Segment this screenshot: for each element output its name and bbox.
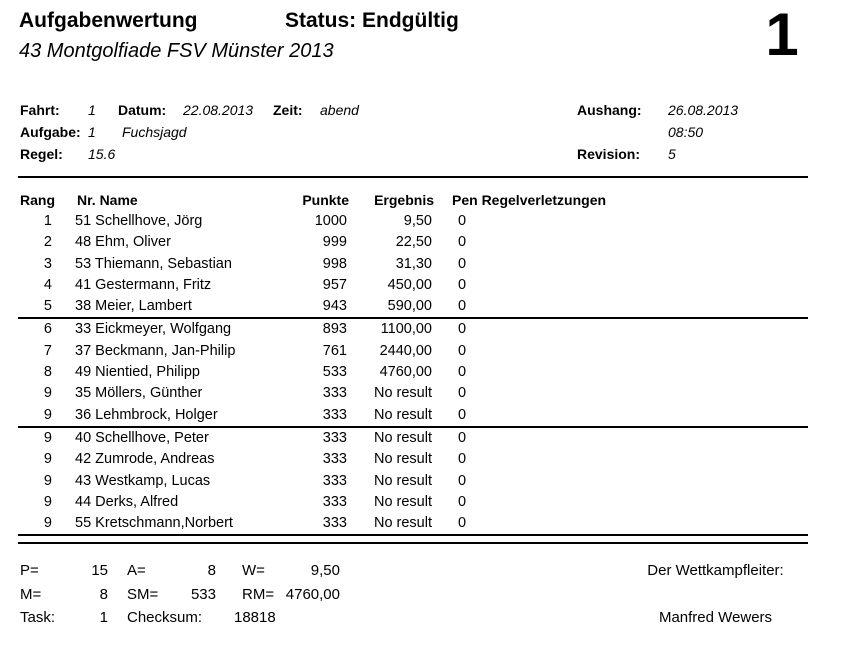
header-name: Nr. Name xyxy=(77,192,138,208)
table-group xyxy=(18,319,808,427)
aushang-label: Aushang: xyxy=(577,102,642,118)
zeit-label: Zeit: xyxy=(273,102,303,118)
cell-punkte: 333 xyxy=(322,515,347,532)
table-row xyxy=(18,405,808,426)
cell-name: 48 Ehm, Oliver xyxy=(75,234,171,251)
m-value: 8 xyxy=(99,586,108,603)
table-row xyxy=(18,319,808,340)
table-header-row xyxy=(18,190,808,211)
cell-ergebnis: 450,00 xyxy=(387,276,432,293)
header-ergebnis: Ergebnis xyxy=(374,192,434,208)
cell-ergebnis: No result xyxy=(373,515,432,532)
cell-name: 38 Meier, Lambert xyxy=(75,298,192,315)
fahrt-label: Fahrt: xyxy=(20,102,60,118)
a-label: A= xyxy=(127,562,146,579)
cell-punkte: 998 xyxy=(322,255,347,272)
table-row xyxy=(18,383,808,404)
cell-pen: 0 xyxy=(458,255,467,272)
cell-punkte: 1000 xyxy=(314,213,347,229)
meta-row-fahrt xyxy=(0,99,866,121)
cell-pen: 0 xyxy=(458,406,467,423)
table-row xyxy=(18,254,808,275)
revision-label: Revision: xyxy=(577,146,641,162)
competition-subtitle: 43 Montgolfiade FSV Münster 2013 xyxy=(19,40,334,62)
divider-bottom xyxy=(18,542,808,544)
cell-punkte: 999 xyxy=(322,234,347,251)
signature-role: Der Wettkampfleiter: xyxy=(647,562,784,579)
table-row xyxy=(18,428,808,449)
p-label: P= xyxy=(20,562,39,579)
cell-name: 40 Schellhove, Peter xyxy=(75,429,209,446)
a-value: 8 xyxy=(207,562,216,579)
cell-pen: 0 xyxy=(458,213,467,229)
cell-punkte: 333 xyxy=(322,429,347,446)
table-row xyxy=(18,449,808,470)
cell-rang: 1 xyxy=(43,213,52,229)
cell-name: 37 Beckmann, Jan-Philip xyxy=(75,342,236,359)
cell-rang: 9 xyxy=(43,385,52,402)
cell-punkte: 957 xyxy=(322,276,347,293)
cell-name: 44 Derks, Alfred xyxy=(75,493,179,510)
cell-name: 36 Lehmbrock, Holger xyxy=(75,406,218,423)
aushang-time: 08:50 xyxy=(668,124,704,140)
w-label: W= xyxy=(242,562,265,579)
cell-pen: 0 xyxy=(458,364,467,381)
cell-ergebnis: No result xyxy=(373,406,432,423)
cell-pen: 0 xyxy=(458,276,467,293)
table-row xyxy=(18,341,808,362)
regel-label: Regel: xyxy=(20,146,63,162)
cell-ergebnis: 9,50 xyxy=(403,213,432,229)
cell-punkte: 333 xyxy=(322,472,347,489)
cell-name: 41 Gestermann, Fritz xyxy=(75,276,212,293)
results-table xyxy=(18,211,808,536)
cell-punkte: 333 xyxy=(322,451,347,468)
table-row xyxy=(18,275,808,296)
cell-ergebnis: 1100,00 xyxy=(380,321,432,338)
cell-rang: 7 xyxy=(43,342,52,359)
datum-label: Datum: xyxy=(118,102,167,118)
meta-row-aufgabe xyxy=(0,121,866,143)
cell-pen: 0 xyxy=(458,493,467,510)
page-number: 1 xyxy=(765,1,799,68)
zeit-value: abend xyxy=(320,102,359,118)
table-row xyxy=(18,362,808,383)
cell-name: 51 Schellhove, Jörg xyxy=(75,213,203,229)
cell-punkte: 943 xyxy=(322,298,347,315)
cell-name: 35 Möllers, Günther xyxy=(75,385,203,402)
cell-name: 33 Eickmeyer, Wolfgang xyxy=(75,321,232,338)
cell-pen: 0 xyxy=(458,451,467,468)
task-label: Task: xyxy=(20,609,56,626)
cell-pen: 0 xyxy=(458,472,467,489)
sm-value: 533 xyxy=(190,586,216,603)
rm-label: RM= xyxy=(242,586,275,603)
cell-rang: 4 xyxy=(43,276,52,293)
cell-name: 55 Kretschmann,Norbert xyxy=(75,515,233,532)
summary-row-2 xyxy=(0,584,480,606)
checksum-label: Checksum: xyxy=(127,609,203,626)
regel-value: 15.6 xyxy=(88,146,116,162)
cell-pen: 0 xyxy=(458,342,467,359)
cell-pen: 0 xyxy=(458,429,467,446)
table-row xyxy=(18,513,808,534)
aufgabe-name: Fuchsjagd xyxy=(122,124,187,140)
table-row xyxy=(18,232,808,253)
cell-pen: 0 xyxy=(458,385,467,402)
page-title: Aufgabenwertung xyxy=(19,9,198,32)
header-pen: Pen Regelverletzungen xyxy=(452,192,607,208)
aufgabe-label: Aufgabe: xyxy=(20,124,81,140)
cell-rang: 9 xyxy=(43,515,52,532)
cell-ergebnis: No result xyxy=(373,472,432,489)
signature-name: Manfred Wewers xyxy=(658,609,773,626)
cell-name: 43 Westkamp, Lucas xyxy=(75,472,211,489)
aushang-date: 26.08.2013 xyxy=(668,102,739,118)
cell-rang: 5 xyxy=(43,298,52,315)
cell-name: 42 Zumrode, Andreas xyxy=(75,451,215,468)
cell-ergebnis: No result xyxy=(373,385,432,402)
cell-rang: 9 xyxy=(43,429,52,446)
cell-ergebnis: 22,50 xyxy=(395,234,432,251)
status-text: Status: Endgültig xyxy=(285,9,459,32)
cell-rang: 9 xyxy=(43,451,52,468)
table-row xyxy=(18,492,808,513)
cell-name: 53 Thiemann, Sebastian xyxy=(75,255,232,272)
cell-rang: 3 xyxy=(43,255,52,272)
header-punkte: Punkte xyxy=(302,192,349,208)
cell-ergebnis: No result xyxy=(373,493,432,510)
cell-rang: 9 xyxy=(43,406,52,423)
m-label: M= xyxy=(20,586,42,603)
cell-punkte: 893 xyxy=(322,321,347,338)
cell-ergebnis: No result xyxy=(373,451,432,468)
cell-pen: 0 xyxy=(458,515,467,532)
cell-pen: 0 xyxy=(458,321,467,338)
cell-punkte: 533 xyxy=(322,364,347,381)
table-group xyxy=(18,211,808,319)
cell-rang: 9 xyxy=(43,493,52,510)
cell-rang: 6 xyxy=(43,321,52,338)
cell-ergebnis: 4760,00 xyxy=(379,364,432,381)
task-value: 1 xyxy=(99,609,108,626)
aufgabe-value: 1 xyxy=(88,124,96,140)
sm-label: SM= xyxy=(127,586,159,603)
cell-pen: 0 xyxy=(458,234,467,251)
meta-row-regel xyxy=(0,143,866,165)
cell-punkte: 333 xyxy=(322,385,347,402)
table-group xyxy=(18,428,808,536)
p-value: 15 xyxy=(91,562,108,579)
cell-punkte: 333 xyxy=(322,493,347,510)
divider-top xyxy=(18,176,808,178)
summary-row-1 xyxy=(0,560,480,582)
cell-ergebnis: 31,30 xyxy=(395,255,432,272)
w-value: 9,50 xyxy=(310,562,340,579)
cell-ergebnis: No result xyxy=(373,429,432,446)
table-row xyxy=(18,211,808,232)
datum-value: 22.08.2013 xyxy=(183,102,254,118)
cell-name: 49 Nientied, Philipp xyxy=(75,364,200,381)
table-row xyxy=(18,471,808,492)
cell-punkte: 333 xyxy=(322,406,347,423)
cell-punkte: 761 xyxy=(322,342,347,359)
revision-value: 5 xyxy=(668,146,676,162)
summary-row-3 xyxy=(0,607,480,629)
cell-ergebnis: 2440,00 xyxy=(379,342,432,359)
table-row xyxy=(18,296,808,317)
fahrt-value: 1 xyxy=(88,102,96,118)
cell-pen: 0 xyxy=(458,298,467,315)
cell-rang: 8 xyxy=(43,364,52,381)
cell-rang: 9 xyxy=(43,472,52,489)
cell-rang: 2 xyxy=(43,234,52,251)
cell-ergebnis: 590,00 xyxy=(387,298,432,315)
rm-value: 4760,00 xyxy=(285,586,340,603)
header-rang: Rang xyxy=(20,192,55,208)
checksum-value: 18818 xyxy=(234,609,276,626)
